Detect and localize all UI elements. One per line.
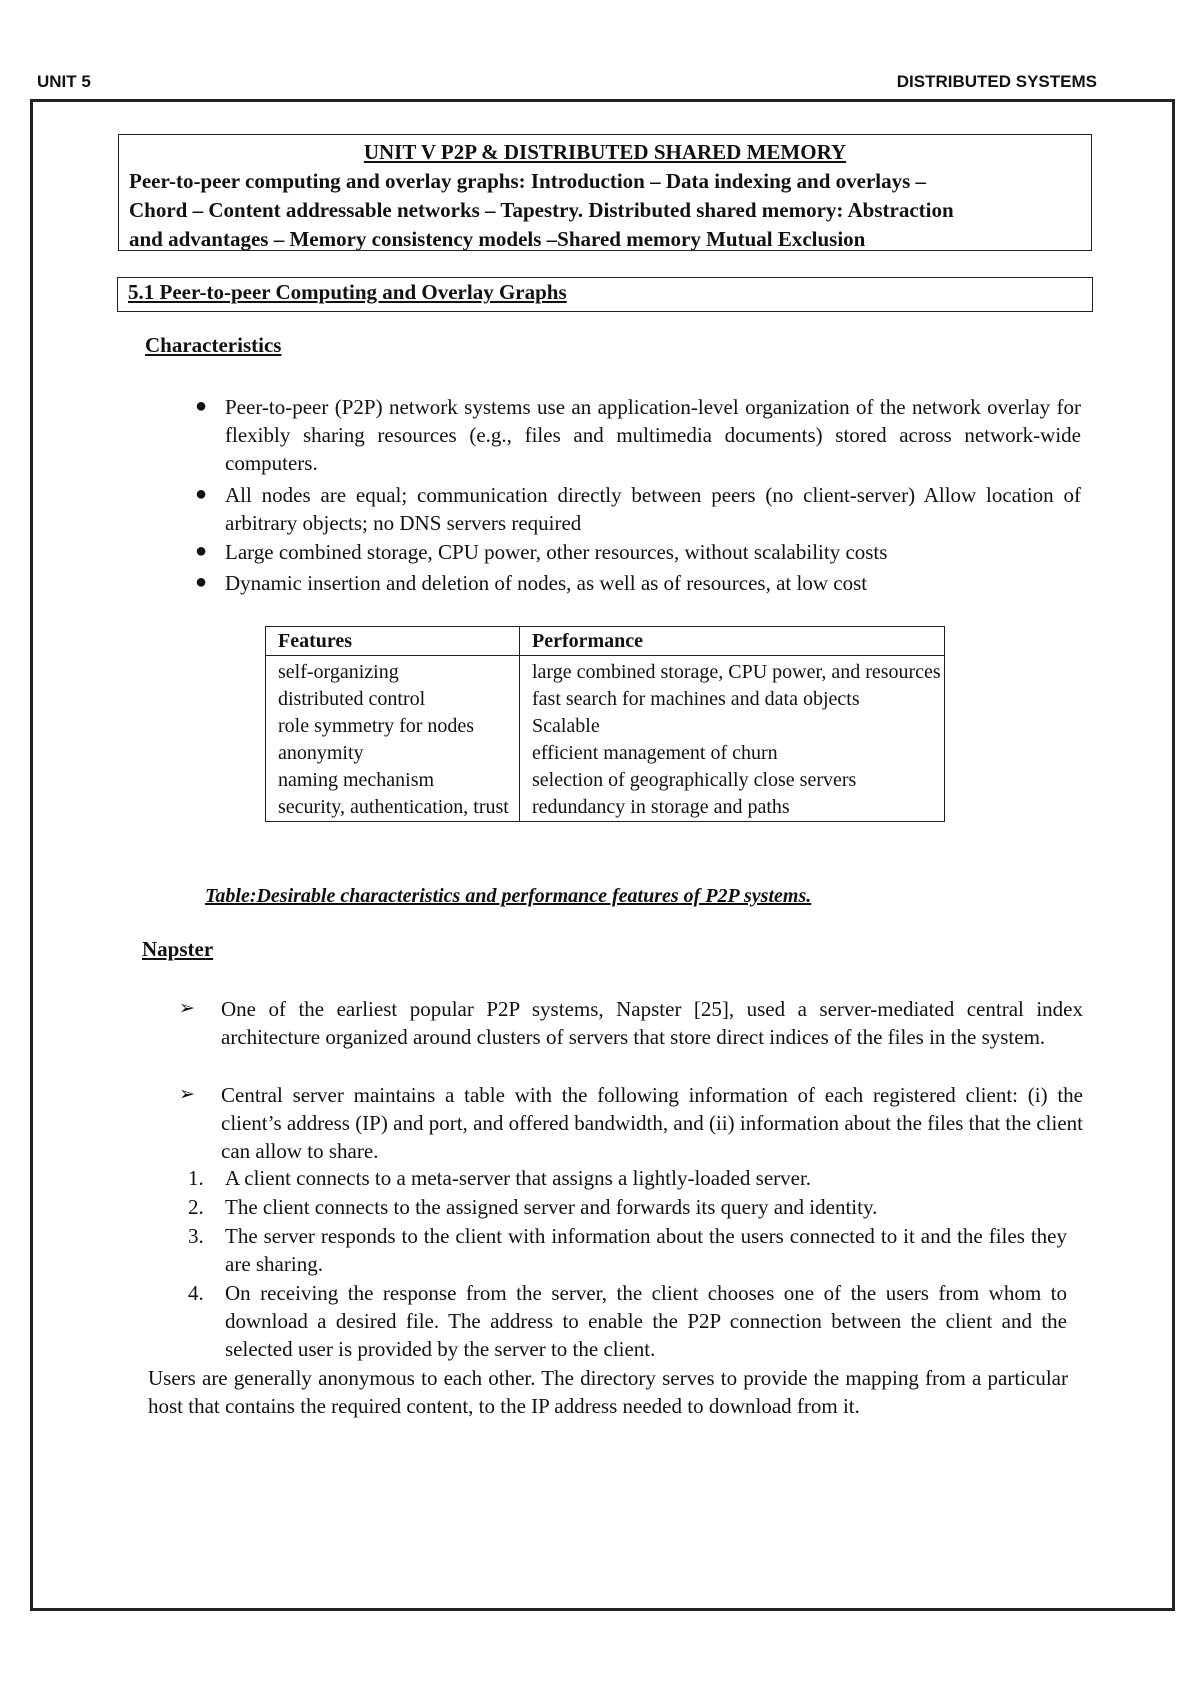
- numbered-step: [188, 1222, 1067, 1278]
- table-cell: fast search for machines and data objects: [520, 686, 945, 713]
- step-number: 4.: [188, 1281, 204, 1305]
- header-unit: UNIT 5: [37, 72, 91, 91]
- table-header-row: [266, 627, 945, 656]
- bullet-text: Dynamic insertion and deletion of nodes, as well as of resources, at low cost: [225, 571, 868, 595]
- bullet-item: [195, 569, 1081, 597]
- step-text: The client connects to the assigned server and forwards its query and identity.: [225, 1195, 878, 1219]
- step-text: A client connects to a meta-server that assigns a lightly-loaded server.: [225, 1166, 812, 1190]
- bullet-text: All nodes are equal; communication directly between peers (no client-server) Allow location of arbitrary objects; no DNS servers required: [225, 483, 1081, 535]
- step-number: 2.: [188, 1195, 204, 1219]
- section-title: 5.1 Peer-to-peer Computing and Overlay Graphs: [117, 277, 1093, 312]
- column-header-features: Features: [266, 627, 520, 656]
- table-cell: naming mechanism: [266, 767, 520, 794]
- step-text: The server responds to the client with information about the users connected to it and the files they are sharing.: [225, 1224, 1067, 1276]
- bullet-item: [195, 481, 1081, 537]
- bullet-item: [195, 393, 1081, 477]
- arrow-point: [179, 995, 1083, 1051]
- arrow-point-text: One of the earliest popular P2P systems, Napster [25], used a server-mediated central index architecture organized around clusters of servers that store direct indices of the files in the system.: [221, 997, 1083, 1049]
- bullet-text: Large combined storage, CPU power, other resources, without scalability costs: [225, 540, 888, 564]
- numbered-step: [188, 1279, 1067, 1363]
- closing-paragraph: Users are generally anonymous to each other. The directory serves to provide the mapping from a particular host that contains the required content, to the IP address needed to download from it.: [148, 1366, 1068, 1418]
- bullet-dot-icon: ●: [195, 483, 208, 505]
- syllabus-box: [118, 134, 1092, 251]
- table-row: [266, 656, 945, 687]
- features-table: [265, 626, 945, 822]
- table-row: [266, 740, 945, 767]
- table-cell: selection of geographically close servers: [520, 767, 945, 794]
- step-text: On receiving the response from the server, the client chooses one of the users from whom to download a desired file. The address to enable the P2P connection between the client and the selected user is provided by the server to the client.: [225, 1281, 1067, 1361]
- bullet-dot-icon: ●: [195, 571, 208, 593]
- numbered-step: [188, 1193, 1067, 1221]
- step-number: 3.: [188, 1224, 204, 1248]
- syllabus-line: and advantages – Memory consistency models –Shared memory Mutual Exclusion: [129, 227, 866, 251]
- table-cell: anonymity: [266, 740, 520, 767]
- arrow-bullet-icon: ➢: [179, 998, 195, 1019]
- table-cell: self-organizing: [266, 656, 520, 687]
- arrow-point-text: Central server maintains a table with the following information of each registered client: (i) the client’s address (IP) and port, and offered bandwidth, and (ii) information about the files that the client can allow to share.: [221, 1083, 1083, 1163]
- table-cell: security, authentication, trust: [266, 794, 520, 822]
- table-cell: distributed control: [266, 686, 520, 713]
- table-row: [266, 713, 945, 740]
- bullet-dot-icon: ●: [195, 540, 208, 562]
- table-row: [266, 767, 945, 794]
- characteristics-heading: Characteristics: [145, 333, 282, 357]
- table-row: [266, 794, 945, 822]
- column-header-performance: Performance: [520, 627, 945, 656]
- bullet-item: [195, 538, 1081, 566]
- syllabus-line: Peer-to-peer computing and overlay graphs: Introduction – Data indexing and overlays –: [129, 169, 927, 193]
- table-row: [266, 686, 945, 713]
- syllabus-title: UNIT V P2P & DISTRIBUTED SHARED MEMORY: [363, 140, 847, 164]
- arrow-bullet-icon: ➢: [179, 1084, 195, 1105]
- table-cell: large combined storage, CPU power, and resources: [520, 656, 945, 687]
- table-cell: Scalable: [520, 713, 945, 740]
- napster-heading: Napster: [142, 937, 214, 961]
- table-cell: role symmetry for nodes: [266, 713, 520, 740]
- syllabus-line: Chord – Content addressable networks – Tapestry. Distributed shared memory: Abstraction: [129, 198, 954, 222]
- numbered-step: [188, 1164, 1067, 1192]
- header-subject: DISTRIBUTED SYSTEMS: [896, 72, 1097, 91]
- table-cell: efficient management of churn: [520, 740, 945, 767]
- bullet-dot-icon: ●: [195, 395, 208, 417]
- table-caption: Table:Desirable characteristics and performance features of P2P systems.: [205, 885, 812, 907]
- step-number: 1.: [188, 1166, 204, 1190]
- table-cell: redundancy in storage and paths: [520, 794, 945, 822]
- bullet-text: Peer-to-peer (P2P) network systems use an application-level organization of the network overlay for flexibly sharing resources (e.g., files and multimedia documents) stored across network-wide computers.: [225, 395, 1081, 475]
- arrow-point: [179, 1081, 1083, 1165]
